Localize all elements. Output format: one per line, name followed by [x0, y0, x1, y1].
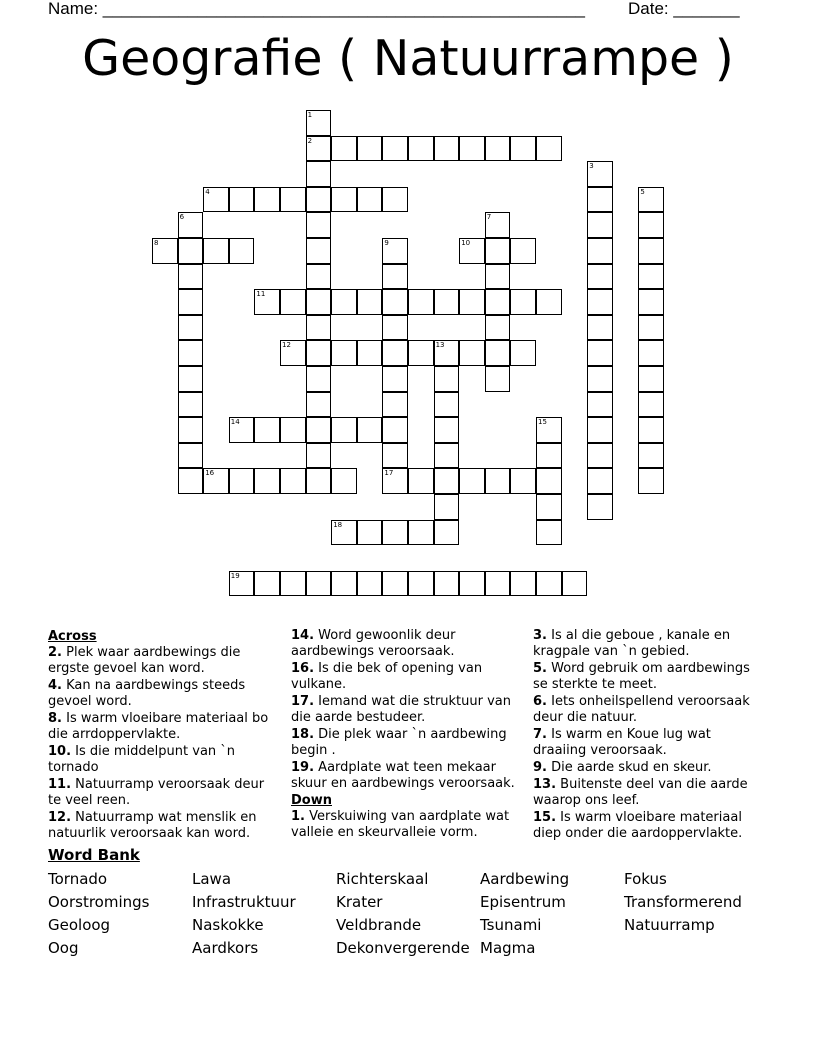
crossword-cell[interactable]: [280, 340, 306, 366]
crossword-cell[interactable]: [331, 340, 357, 366]
crossword-cell[interactable]: [638, 264, 664, 290]
clue-across: [291, 694, 523, 726]
cell-number: 1: [307, 111, 313, 119]
word-bank-item: Lawa: [192, 870, 232, 888]
cell-number: 10: [461, 239, 471, 247]
page-title: Geografie ( Natuurrampe ): [82, 30, 734, 87]
clue-text: Verskuiwing van aardplate wat valleie en skeurvalleie vorm.: [291, 809, 510, 840]
clue-number: 11.: [48, 777, 72, 792]
clue-across: [48, 645, 280, 677]
crossword-cell[interactable]: [306, 340, 332, 366]
crossword-cell[interactable]: [254, 289, 280, 315]
clue-down: [533, 694, 765, 726]
crossword-cell[interactable]: [382, 315, 408, 341]
crossword-cell[interactable]: [178, 315, 204, 341]
crossword-cell[interactable]: [382, 571, 408, 597]
down-heading: Down: [291, 793, 332, 808]
clue-text: Word gebruik om aardbewings se sterkte te meet.: [533, 661, 750, 692]
crossword-cell[interactable]: [536, 443, 562, 469]
crossword-cell[interactable]: [280, 468, 306, 494]
crossword-cell[interactable]: [382, 520, 408, 546]
crossword-cell[interactable]: [485, 468, 511, 494]
clue-across: [48, 711, 280, 743]
crossword-cell[interactable]: [587, 161, 613, 187]
crossword-cell[interactable]: [408, 520, 434, 546]
clue-down: [533, 727, 765, 759]
crossword-cell[interactable]: [178, 289, 204, 315]
crossword-cell[interactable]: [254, 468, 280, 494]
cell-number: 8: [154, 239, 159, 247]
cell-number: 9: [384, 239, 389, 247]
crossword-cell[interactable]: [408, 289, 434, 315]
crossword-cell[interactable]: [434, 340, 460, 366]
crossword-cell[interactable]: [434, 494, 460, 520]
crossword-cell[interactable]: [510, 289, 536, 315]
clue-number: 6.: [533, 694, 547, 709]
clue-text: Plek waar aardbewings die ergste gevoel kan word.: [48, 645, 241, 676]
crossword-cell[interactable]: [229, 468, 255, 494]
clue-number: 18.: [291, 727, 315, 742]
cell-number: 14: [230, 418, 240, 427]
clue-down: [533, 628, 765, 660]
crossword-cell[interactable]: [229, 187, 255, 213]
crossword-cell[interactable]: [382, 443, 408, 469]
crossword-cell[interactable]: [434, 289, 460, 315]
cell-number: 6: [179, 213, 185, 222]
clue-text: Natuurramp veroorsaak deur te veel reen.: [48, 777, 265, 808]
crossword-cell[interactable]: [510, 468, 536, 494]
crossword-cell[interactable]: [638, 392, 664, 418]
clue-number: 9.: [533, 760, 547, 775]
cell-number: 2: [307, 136, 313, 145]
crossword-cell[interactable]: [638, 468, 664, 494]
clue-text: Buitenste deel van die aarde waarop ons leef.: [533, 777, 748, 808]
clue-across: [291, 628, 523, 660]
clue-text: Aardplate wat teen mekaar skuur en aardbewings veroorsaak.: [291, 760, 515, 791]
crossword-cell[interactable]: [485, 238, 511, 264]
crossword-cell[interactable]: [638, 443, 664, 469]
crossword-cell[interactable]: [178, 264, 204, 290]
crossword-cell[interactable]: [331, 520, 357, 546]
crossword-cell[interactable]: [306, 187, 332, 213]
clue-text: Iemand wat die struktuur van die aarde bestudeer.: [291, 694, 512, 725]
crossword-cell[interactable]: [178, 417, 204, 443]
clue-text: Is warm en Koue lug wat draaiing veroorsaak.: [533, 727, 711, 758]
crossword-cell[interactable]: [306, 161, 332, 187]
crossword-cell[interactable]: [485, 264, 511, 290]
clue-down: [291, 809, 523, 841]
clue-text: Natuurramp wat menslik en natuurlik veroorsaak kan word.: [48, 810, 257, 841]
crossword-cell[interactable]: [306, 289, 332, 315]
crossword-cell[interactable]: [382, 392, 408, 418]
clue-number: 14.: [291, 628, 315, 643]
crossword-cell[interactable]: [382, 289, 408, 315]
clue-text: Is warm vloeibare materiaal diep onder die aardoppervlakte.: [533, 810, 743, 841]
clue-number: 17.: [291, 694, 315, 709]
crossword-cell[interactable]: [408, 136, 434, 162]
word-bank-item: Oorstromings: [48, 893, 150, 911]
cell-number: 11: [256, 290, 266, 299]
crossword-cell[interactable]: [536, 494, 562, 520]
crossword-cell[interactable]: [229, 571, 255, 597]
cell-number: 4: [205, 187, 210, 196]
crossword-cell[interactable]: [485, 571, 511, 597]
cell-number: 13: [435, 341, 445, 350]
crossword-cell[interactable]: [638, 212, 664, 238]
crossword-cell[interactable]: [485, 315, 511, 341]
clues-column-2: [291, 628, 523, 842]
crossword-cell[interactable]: [587, 468, 613, 494]
crossword-cell[interactable]: [536, 136, 562, 162]
crossword-cell[interactable]: [331, 468, 357, 494]
word-bank-item: Oog: [48, 939, 79, 957]
name-field-label: Name: ___________________________________________________: [48, 0, 585, 18]
crossword-cell[interactable]: [510, 340, 536, 366]
word-bank-item: Natuurramp: [624, 916, 715, 934]
crossword-cell[interactable]: [587, 392, 613, 418]
crossword-cell[interactable]: [357, 289, 383, 315]
crossword-cell[interactable]: [587, 212, 613, 238]
crossword-cell[interactable]: [587, 417, 613, 443]
clue-text: Word gewoonlik deur aardbewings veroorsaak.: [291, 628, 456, 659]
crossword-cell[interactable]: [485, 212, 511, 238]
clue-text: Is die bek of opening van vulkane.: [291, 661, 483, 692]
crossword-cell[interactable]: [587, 494, 613, 520]
cell-number: 17: [384, 469, 394, 478]
crossword-cell[interactable]: [587, 238, 613, 264]
crossword-cell[interactable]: [562, 571, 588, 597]
clue-across: [48, 810, 280, 842]
cell-number: 15: [538, 418, 547, 427]
crossword-cell[interactable]: [536, 417, 562, 443]
crossword-cell[interactable]: [459, 289, 485, 315]
crossword-cell[interactable]: [587, 340, 613, 366]
crossword-cell[interactable]: [434, 366, 460, 392]
word-bank-item: Veldbrande: [336, 916, 422, 934]
crossword-cell[interactable]: [638, 187, 664, 213]
cell-number: 7: [486, 213, 492, 222]
crossword-cell[interactable]: [280, 417, 306, 443]
crossword-cell[interactable]: [459, 468, 485, 494]
crossword-cell[interactable]: [485, 366, 511, 392]
crossword-cell[interactable]: [229, 417, 255, 443]
crossword-cell[interactable]: [280, 187, 306, 213]
word-bank-item: Tsunami: [480, 916, 542, 934]
clues-column-3: [533, 628, 765, 843]
clue-text: Is warm vloeibare materiaal bo die arrdoppervlakte.: [48, 711, 269, 742]
clue-number: 10.: [48, 744, 72, 759]
crossword-cell[interactable]: [254, 187, 280, 213]
clue-across: [48, 744, 280, 776]
word-bank-item: Fokus: [624, 870, 667, 888]
cell-number: 18: [333, 520, 343, 529]
cell-number: 12: [282, 341, 291, 350]
crossword-cell[interactable]: [178, 443, 204, 469]
word-bank-item: Krater: [336, 893, 383, 911]
clue-number: 4.: [48, 678, 62, 693]
crossword-cell[interactable]: [306, 110, 332, 136]
crossword-cell[interactable]: [203, 238, 229, 264]
crossword-cell[interactable]: [638, 366, 664, 392]
crossword-cell[interactable]: [382, 366, 408, 392]
clue-down: [533, 661, 765, 693]
crossword-cell[interactable]: [587, 187, 613, 213]
word-bank-item: Episentrum: [480, 893, 566, 911]
word-bank: [48, 868, 788, 960]
crossword-cell[interactable]: [459, 571, 485, 597]
crossword-cell[interactable]: [357, 417, 383, 443]
crossword-cell[interactable]: [357, 187, 383, 213]
crossword-cell[interactable]: [331, 417, 357, 443]
crossword-cell[interactable]: [306, 417, 332, 443]
crossword-cell[interactable]: [434, 571, 460, 597]
clue-number: 7.: [533, 727, 547, 742]
crossword-cell[interactable]: [382, 417, 408, 443]
crossword-cell[interactable]: [331, 571, 357, 597]
word-bank-item: Tornado: [48, 870, 108, 888]
word-bank-item: Aardkors: [192, 939, 259, 957]
crossword-cell[interactable]: [280, 571, 306, 597]
crossword-cell[interactable]: [306, 238, 332, 264]
clue-number: 1.: [291, 809, 305, 824]
crossword-cell[interactable]: [587, 315, 613, 341]
crossword-cell[interactable]: [306, 443, 332, 469]
crossword-cell[interactable]: [306, 315, 332, 341]
clue-number: 8.: [48, 711, 62, 726]
clue-down: [533, 777, 765, 809]
crossword-cell[interactable]: [510, 571, 536, 597]
crossword-cell[interactable]: [434, 443, 460, 469]
crossword-cell[interactable]: [229, 238, 255, 264]
crossword-cell[interactable]: [459, 238, 485, 264]
crossword-cell[interactable]: [459, 340, 485, 366]
clue-down: [533, 810, 765, 842]
cell-number: 3: [589, 162, 594, 171]
crossword-cell[interactable]: [536, 468, 562, 494]
crossword-cell[interactable]: [306, 366, 332, 392]
crossword-cell[interactable]: [536, 520, 562, 546]
clue-number: 5.: [533, 661, 547, 676]
crossword-cell[interactable]: [306, 392, 332, 418]
crossword-cell[interactable]: [459, 136, 485, 162]
crossword-cell[interactable]: [280, 289, 306, 315]
clue-across: [291, 760, 523, 792]
crossword-cell[interactable]: [510, 136, 536, 162]
clues-column-1: [48, 628, 280, 843]
crossword-cell[interactable]: [306, 136, 332, 162]
crossword-cell[interactable]: [638, 340, 664, 366]
crossword-cell[interactable]: [306, 571, 332, 597]
crossword-cell[interactable]: [357, 520, 383, 546]
clue-text: Is al die geboue , kanale en kragpale van `n gebied.: [533, 628, 731, 659]
clue-number: 16.: [291, 661, 315, 676]
crossword-cell[interactable]: [203, 187, 229, 213]
crossword-cell[interactable]: [485, 289, 511, 315]
crossword-cell[interactable]: [178, 468, 204, 494]
clue-text: Die aarde skud en skeur.: [551, 760, 712, 775]
crossword-cell[interactable]: [510, 238, 536, 264]
crossword-cell[interactable]: [357, 571, 383, 597]
crossword-cell[interactable]: [306, 468, 332, 494]
crossword-cell[interactable]: [254, 417, 280, 443]
crossword-cell[interactable]: [178, 238, 204, 264]
word-bank-heading: Word Bank: [48, 846, 140, 864]
clue-across: [48, 777, 280, 809]
crossword-cell[interactable]: [331, 187, 357, 213]
crossword-cell[interactable]: [638, 238, 664, 264]
crossword-cell[interactable]: [178, 392, 204, 418]
crossword-cell[interactable]: [485, 340, 511, 366]
clue-down: [533, 760, 765, 776]
date-field-label: Date: _______: [628, 0, 740, 18]
clue-number: 2.: [48, 645, 62, 660]
crossword-cell[interactable]: [434, 468, 460, 494]
clue-across: [291, 727, 523, 759]
crossword-cell[interactable]: [587, 366, 613, 392]
crossword-cell[interactable]: [178, 212, 204, 238]
clue-number: 12.: [48, 810, 72, 825]
word-bank-item: Aardbewing: [480, 870, 570, 888]
crossword-cell[interactable]: [357, 136, 383, 162]
clue-text: Is die middelpunt van `n tornado: [48, 744, 236, 775]
crossword-cell[interactable]: [536, 289, 562, 315]
crossword-cell[interactable]: [382, 468, 408, 494]
crossword-cell[interactable]: [331, 136, 357, 162]
crossword-cell[interactable]: [408, 468, 434, 494]
cell-number: 5: [640, 187, 645, 196]
clue-number: 3.: [533, 628, 547, 643]
crossword-cell[interactable]: [485, 136, 511, 162]
clue-text: Iets onheilspellend veroorsaak deur die natuur.: [533, 694, 750, 725]
crossword-cell[interactable]: [638, 417, 664, 443]
word-bank-item: Naskokke: [192, 916, 264, 934]
crossword-cell[interactable]: [434, 136, 460, 162]
clue-number: 13.: [533, 777, 557, 792]
crossword-cell[interactable]: [587, 443, 613, 469]
crossword-cell[interactable]: [331, 289, 357, 315]
crossword-cell[interactable]: [178, 340, 204, 366]
crossword-cell[interactable]: [382, 340, 408, 366]
clue-across: [291, 661, 523, 693]
crossword-cell[interactable]: [382, 187, 408, 213]
across-heading: Across: [48, 629, 97, 644]
crossword-cell[interactable]: [638, 315, 664, 341]
crossword-cell[interactable]: [357, 340, 383, 366]
crossword-cell[interactable]: [306, 212, 332, 238]
crossword-cell[interactable]: [382, 264, 408, 290]
crossword-cell[interactable]: [587, 264, 613, 290]
crossword-cell[interactable]: [382, 238, 408, 264]
clue-across: [48, 678, 280, 710]
crossword-cell[interactable]: [434, 520, 460, 546]
crossword-cell[interactable]: [408, 571, 434, 597]
crossword-cell[interactable]: [152, 238, 178, 264]
cell-number: 19: [230, 571, 240, 580]
crossword-cell[interactable]: [408, 340, 434, 366]
clue-text: Kan na aardbewings steeds gevoel word.: [48, 678, 246, 709]
clue-text: Die plek waar `n aardbewing begin .: [291, 727, 507, 758]
word-bank-item: Dekonvergerende: [336, 939, 470, 957]
word-bank-item: Magma: [480, 939, 536, 957]
crossword-cell[interactable]: [382, 136, 408, 162]
word-bank-item: Infrastruktuur: [192, 893, 296, 911]
word-bank-item: Geoloog: [48, 916, 111, 934]
crossword-cell[interactable]: [434, 417, 460, 443]
crossword-cell[interactable]: [434, 392, 460, 418]
crossword-cell[interactable]: [203, 468, 229, 494]
crossword-cell[interactable]: [254, 571, 280, 597]
word-bank-item: Richterskaal: [336, 870, 429, 888]
crossword-cell[interactable]: [587, 289, 613, 315]
cell-number: 16: [205, 469, 215, 478]
crossword-cell[interactable]: [306, 264, 332, 290]
clue-number: 19.: [291, 760, 315, 775]
clue-number: 15.: [533, 810, 557, 825]
word-bank-item: Transformerend: [624, 893, 742, 911]
crossword-cell[interactable]: [536, 571, 562, 597]
crossword-cell[interactable]: [638, 289, 664, 315]
crossword-cell[interactable]: [178, 366, 204, 392]
